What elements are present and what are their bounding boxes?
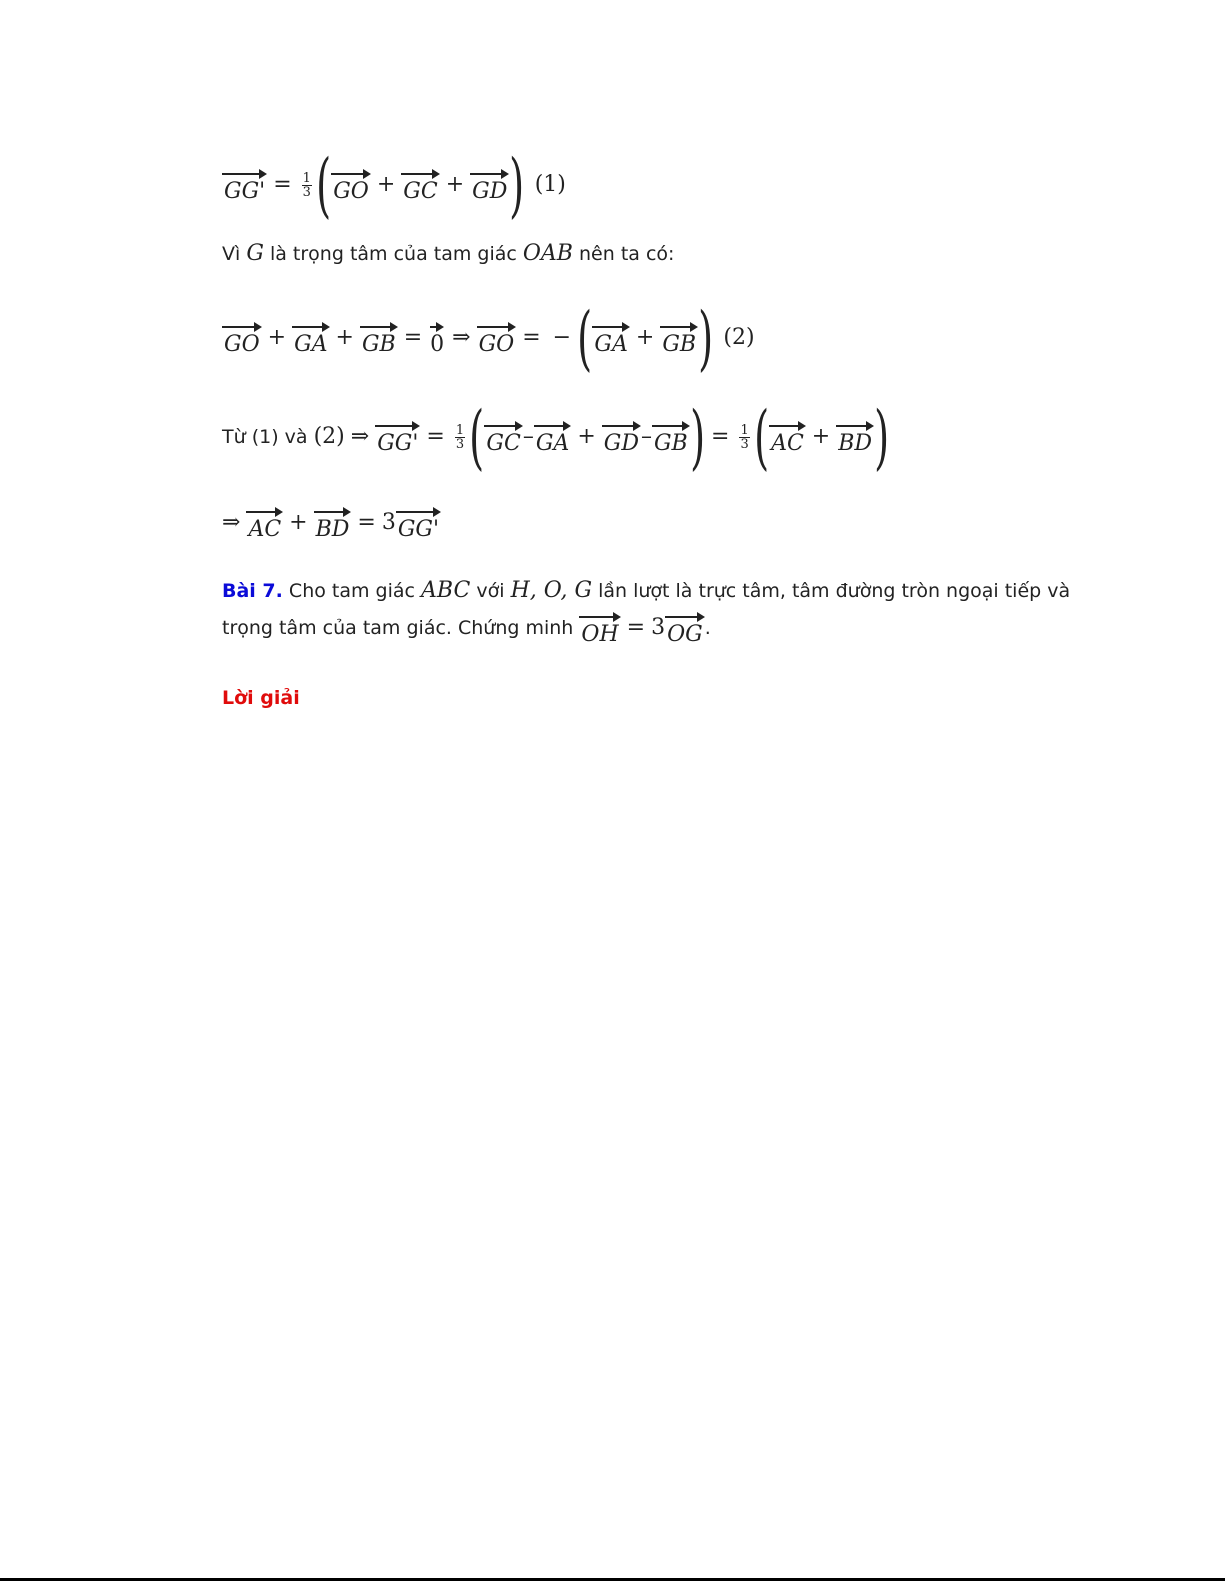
vector-go: GO — [477, 320, 517, 356]
equation-tag: (1) — [534, 172, 566, 197]
text-segment: với — [476, 579, 505, 602]
vector-og: OG — [665, 610, 705, 646]
vector-gc: GC — [401, 167, 439, 203]
page-bottom-rule — [0, 1578, 1225, 1581]
equation-2 — [222, 297, 755, 379]
vector-bd: BD — [314, 505, 352, 541]
text-segment: nên ta có: — [579, 242, 675, 265]
plus-sign: + — [577, 424, 596, 449]
vector-gb: GB — [652, 419, 690, 455]
plus-sign: + — [376, 172, 396, 197]
plus-sign: + — [289, 510, 308, 535]
fraction: $\frac{1}{3}$ — [455, 422, 465, 452]
right-paren: ) — [874, 396, 890, 478]
text-segment: Từ (1) và — [222, 425, 308, 448]
vector-gg-prime: GG' — [375, 419, 420, 455]
vector-gg-prime: GG' — [222, 167, 267, 203]
vector-gb: GB — [660, 320, 698, 356]
vector-go: GO — [331, 167, 371, 203]
text-segment: là trọng tâm của tam giác — [269, 242, 517, 265]
text-segment: lần lượt là trực tâm, tâm đường tròn ngoại tiếp và — [598, 579, 1071, 602]
exercise-7-line-1 — [222, 580, 1070, 602]
implies-sign: ⇒ — [222, 510, 241, 535]
equals-sign: = — [357, 510, 376, 535]
equation-3 — [222, 396, 890, 478]
equals-sign: = — [626, 615, 646, 640]
solution-label: Lời giải — [222, 687, 300, 709]
exercise-7-line-2 — [222, 610, 711, 646]
text-segment: Cho tam giác — [288, 579, 415, 602]
math-triangle: OAB — [522, 241, 573, 266]
equals-sign: = — [522, 325, 541, 350]
equation-4 — [222, 505, 441, 541]
vector-ga: GA — [292, 320, 329, 356]
coefficient: 3 — [651, 615, 666, 640]
period: . — [704, 616, 711, 639]
zero-vector: 0 — [428, 320, 446, 356]
plus-sign: + — [811, 424, 831, 449]
right-paren: ) — [698, 297, 714, 379]
left-paren: ( — [753, 396, 769, 478]
vector-gg-prime: GG' — [396, 505, 441, 541]
equals-sign: = — [403, 325, 423, 350]
vector-gd: GD — [602, 419, 641, 455]
math-triangle: ABC — [421, 578, 471, 603]
dash-sign: – — [522, 424, 534, 449]
vector-ga: GA — [534, 419, 571, 455]
coefficient: 3 — [381, 510, 396, 535]
plus-sign: + — [445, 172, 465, 197]
vector-go: GO — [222, 320, 262, 356]
dash-sign: – — [640, 424, 652, 449]
vector-gd: GD — [470, 167, 509, 203]
equals-sign: = — [426, 424, 445, 449]
right-paren: ) — [689, 396, 705, 478]
vector-gc: GC — [484, 419, 522, 455]
text-segment: trọng tâm của tam giác. Chứng minh — [222, 616, 574, 639]
exercise-title: Bài 7. — [222, 579, 283, 602]
implies-sign: ⇒ — [452, 325, 471, 350]
vector-ac: AC — [769, 419, 806, 455]
right-paren: ) — [509, 144, 525, 226]
equation-tag: (2) — [723, 325, 755, 350]
plus-sign: + — [335, 325, 354, 350]
implies-sign: ⇒ — [350, 424, 370, 449]
equation-1 — [222, 144, 566, 226]
fraction: $\frac{1}{3}$ — [740, 422, 749, 452]
vector-bd: BD — [836, 419, 874, 455]
math-point: G — [246, 241, 264, 266]
minus-sign: − — [552, 325, 572, 350]
left-paren: ( — [577, 297, 593, 379]
math-points: H, O, G — [510, 578, 593, 603]
vector-gb: GB — [360, 320, 398, 356]
vector-oh: OH — [579, 610, 620, 646]
left-paren: ( — [469, 396, 485, 478]
equals-sign: = — [711, 424, 730, 449]
equals-sign: = — [273, 172, 292, 197]
fraction: $\frac{1}{3}$ — [302, 170, 311, 200]
text-segment: Vì — [222, 242, 241, 265]
plus-sign: + — [267, 325, 287, 350]
plus-sign: + — [635, 325, 655, 350]
vector-ac: AC — [246, 505, 283, 541]
equation-ref: (2) — [313, 424, 345, 449]
text-line-centroid — [222, 243, 674, 265]
vector-ga: GA — [592, 320, 629, 356]
left-paren: ( — [316, 144, 332, 226]
